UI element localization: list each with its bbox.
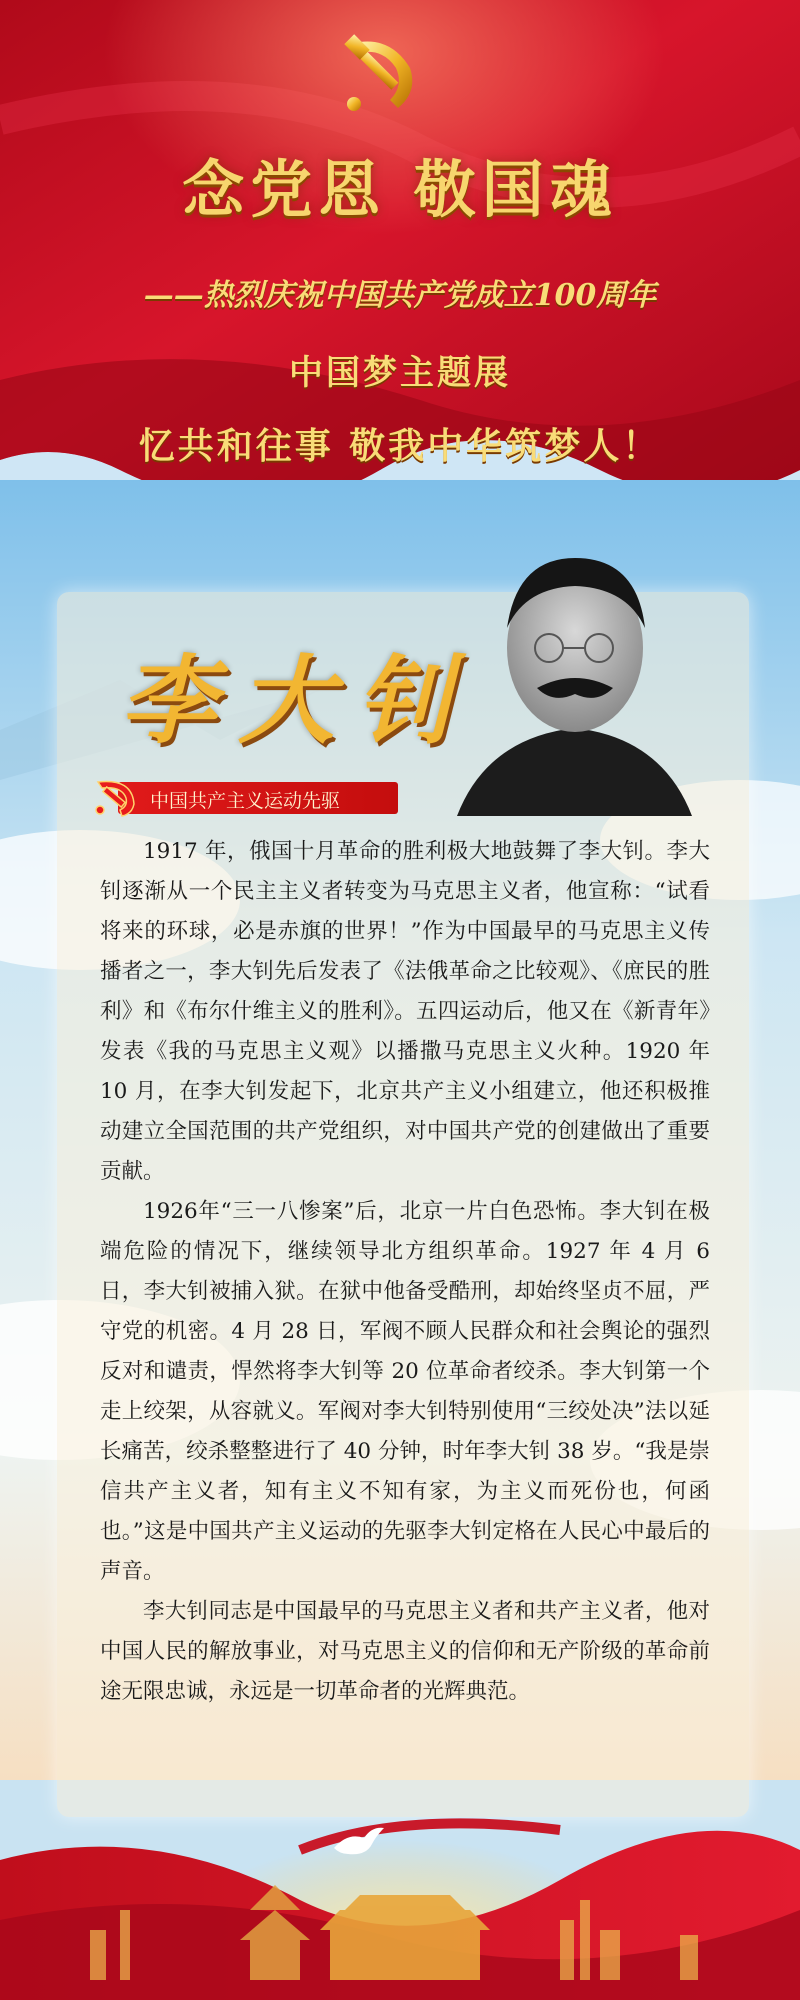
tag-label: 中国共产主义运动先驱 — [150, 790, 341, 812]
header-banner — [0, 0, 800, 520]
theme-line-1: 中国梦主题展 — [289, 353, 511, 393]
page-title: 念党恩 敬国魂 — [182, 153, 618, 226]
theme-line-2: 忆共和往事 敬我中华筑梦人！ — [138, 425, 662, 467]
title-tag — [92, 778, 402, 818]
dove-icon — [328, 1822, 388, 1862]
page-subtitle: ——热烈庆祝中国共产党成立100周年 — [143, 278, 657, 313]
party-emblem-icon — [92, 778, 136, 818]
article-paragraph: 1917 年，俄国十月革命的胜利极大地鼓舞了李大钊。李大钊逐渐从一个民主主义者转变为马克思主义者，他宣称：“试看将来的环球，必是赤旗的世界！”作为中国最早的马克思主义传播者之一，李大钊先后发表了《法俄革命之比较观》、《庶民的胜利》和《布尔什维主义的胜利》。五四运动后，他又在《新青年》发表《我的马克思主义观》以播撒马克思主义火种。1920 年 10 月，在李大钊发起下，北京共产主义小组建立，他还积极推动建立全国范围的共产党组织，对中国共产党的创建做出了重要贡献。 — [100, 839, 710, 1184]
article-paragraph: 李大钊同志是中国最早的马克思主义者和共产主义者，他对中国人民的解放事业，对马克思主义的信仰和无产阶级的革命前途无限忠诚，永远是一切革命者的光辉典范。 — [100, 1599, 710, 1704]
portrait-photo — [447, 548, 702, 816]
person-name: 李大钊 — [120, 644, 474, 757]
party-emblem-icon — [330, 20, 430, 120]
bottom-decoration — [0, 1760, 800, 2000]
article-paragraph: 1926年“三一八惨案”后，北京一片白色恐怖。李大钊在极端危险的情况下，继续领导北方组织革命。1927 年 4 月 6 日，李大钊被捕入狱。在狱中他备受酷刑，却始终坚贞不屈，严守党的机密。4 月 28 日，军阀不顾人民群众和社会舆论的强烈反对和谴责，悍然将李大钊等 20 位革命者绞杀。李大钊第一个走上绞架，从容就义。军阀对李大钊特别使用“三绞处决”法以延长痛苦，绞杀整整进行了 40 分钟，时年李大钊 38 岁。“我是崇信共产主义者，知有主义不知有家，为主义而死份也，何函也。”这是中国共产主义运动的先驱李大钊定格在人民心中最后的声音。 — [100, 1199, 710, 1584]
biography-article — [100, 832, 710, 1712]
